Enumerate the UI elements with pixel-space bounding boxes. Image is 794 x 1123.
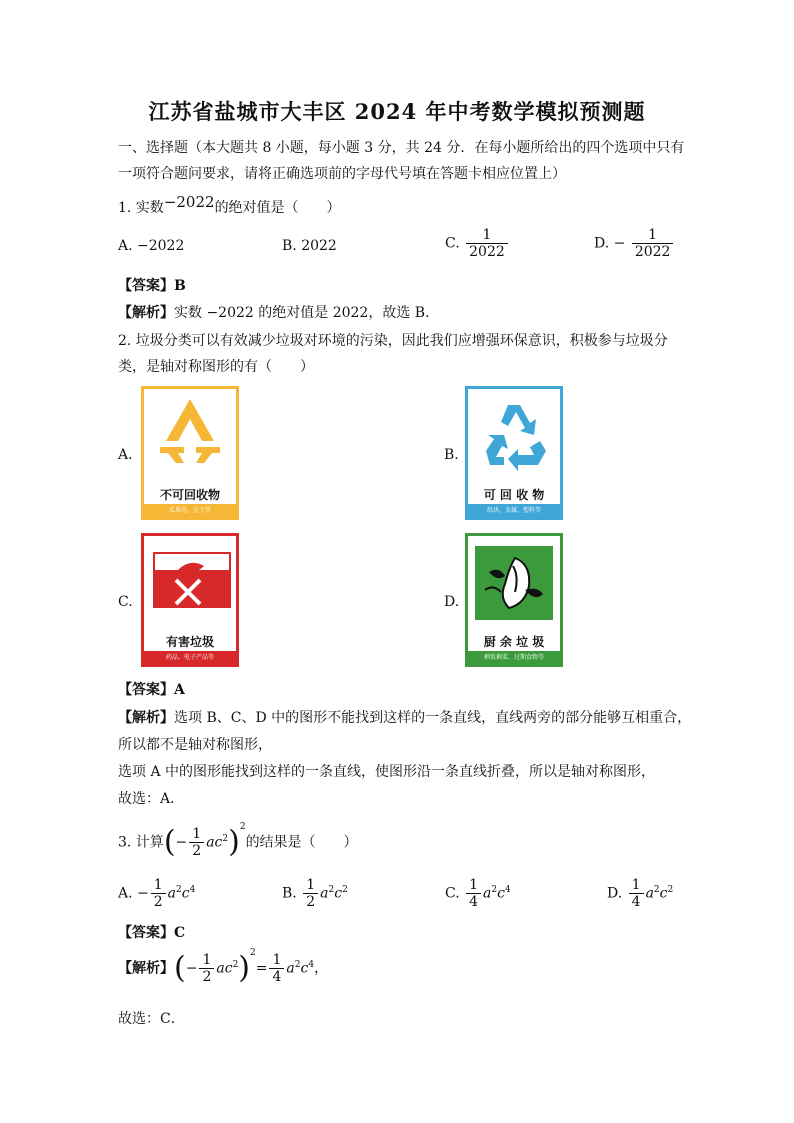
q1-stem — [118, 193, 688, 219]
q1-option-a[interactable]: A. −2022 — [118, 238, 185, 254]
q3-stem-prefix: 3. 计算 — [118, 834, 164, 851]
sign-recyclable-footer: 纸块、金属、塑料等 — [468, 504, 560, 517]
q1-option-d[interactable] — [594, 227, 675, 260]
q1-stem-suffix: 的绝对值是（ ） — [214, 200, 341, 216]
q1-option-b[interactable]: B. 2022 — [282, 238, 337, 254]
kitchen-waste-icon — [475, 546, 553, 620]
q2-stem-line1: 2. 垃圾分类可以有效减少垃圾对环境的污染，因此我们应增强环保意识，积极参与垃圾分 — [118, 333, 668, 349]
q2-analysis-line3: 选项 A 中的图形能找到这样的一条直线，使图形沿一条直线折叠，所以是轴对称图形， — [118, 764, 656, 780]
q1-stem-prefix: 1. 实数 — [118, 200, 164, 216]
sign-recyclable[interactable] — [465, 386, 563, 520]
q3-option-a[interactable]: A. − $\frac{1}{2}$ $a^2c^4$ — [118, 877, 196, 910]
sign-hazardous-footer: 药品、电子产品等 — [144, 651, 236, 664]
q1-stem-number: −2022 — [163, 193, 215, 211]
q2-answer: 【答案】A — [118, 682, 185, 698]
q1-answer: 【答案】B — [118, 278, 186, 294]
q1-option-d-fraction: $\frac{1}{2022}$ — [632, 227, 674, 260]
sign-recyclable-text: 可 回 收 物 — [483, 488, 545, 502]
q2-analysis-line2: 所以都不是轴对称图形， — [118, 737, 272, 753]
sign-kitchen-waste-footer: 剩饭剩菜、过期食物等 — [468, 651, 560, 664]
q1-option-c-label: C. — [445, 235, 460, 252]
q3-stem: 3. 计算(− $\frac{1}{2}$ $ac^2)^2$的结果是（ ） — [118, 821, 358, 860]
sign-hazardous-text: 有害垃圾 — [165, 635, 214, 649]
q2-option-a-label[interactable]: A. — [118, 447, 133, 463]
q1-option-d-label: D. − — [594, 235, 626, 252]
q3-stem-suffix: 的结果是（ ） — [245, 834, 358, 851]
sign-kitchen-waste[interactable] — [465, 533, 563, 667]
non-recyclable-icon — [144, 389, 236, 479]
sign-kitchen-waste-text: 厨 余 垃 圾 — [483, 635, 545, 649]
q3-option-c[interactable]: C. $\frac{1}{4}$ $a^2c^4$ — [445, 877, 511, 910]
q2-analysis-line1: 【解析】选项 B、C、D 中的图形不能找到这样的一条直线，直线两旁的部分能够互相重合， — [118, 710, 692, 726]
q1-option-c-fraction: $\frac{1}{2022}$ — [466, 227, 508, 260]
q2-option-d-label[interactable]: D. — [444, 594, 460, 610]
hazardous-icon — [170, 556, 210, 606]
section-header-line2: 一项符合题问要求，请将正确选项前的字母代号填在答题卡相应位置上） — [118, 166, 566, 182]
sign-hazardous[interactable] — [141, 533, 239, 667]
sign-non-recyclable[interactable] — [141, 386, 239, 520]
section-header-line1: 一、选择题（本大题共 8 小题，每小题 3 分，共 24 分．在每小题所给出的四个选项中只有 — [118, 140, 685, 156]
q3-answer: 【答案】C — [118, 925, 186, 941]
sign-non-recyclable-footer: 瓜果壳、尘土等 — [144, 504, 236, 517]
q3-option-d[interactable]: D. $\frac{1}{4}$ $a^2c^2$ — [607, 877, 674, 910]
q1-analysis: 【解析】实数 −2022 的绝对值是 2022，故选 B． — [118, 305, 440, 321]
q3-analysis: 【解析】(− $\frac{1}{2}$ $ac^2)^2=$ $\frac{1}{4}$ $a^2c^4$， — [118, 947, 329, 986]
recycle-icon — [468, 389, 560, 479]
q3-conclusion: 故选：C． — [118, 1011, 185, 1027]
q2-option-c-label[interactable]: C. — [118, 594, 133, 610]
q2-option-b-label[interactable]: B. — [444, 447, 459, 463]
page-title: 江苏省盐城市大丰区 2024 年中考数学模拟预测题 — [148, 99, 646, 124]
q2-analysis-line4: 故选：A． — [118, 791, 185, 807]
sign-non-recyclable-text: 不可回收物 — [159, 488, 220, 502]
q1-option-c[interactable] — [445, 227, 510, 260]
q2-stem-line2: 类，是轴对称图形的有（ ） — [118, 359, 314, 375]
q3-option-b[interactable]: B. $\frac{1}{2}$ $a^2c^2$ — [282, 877, 348, 910]
